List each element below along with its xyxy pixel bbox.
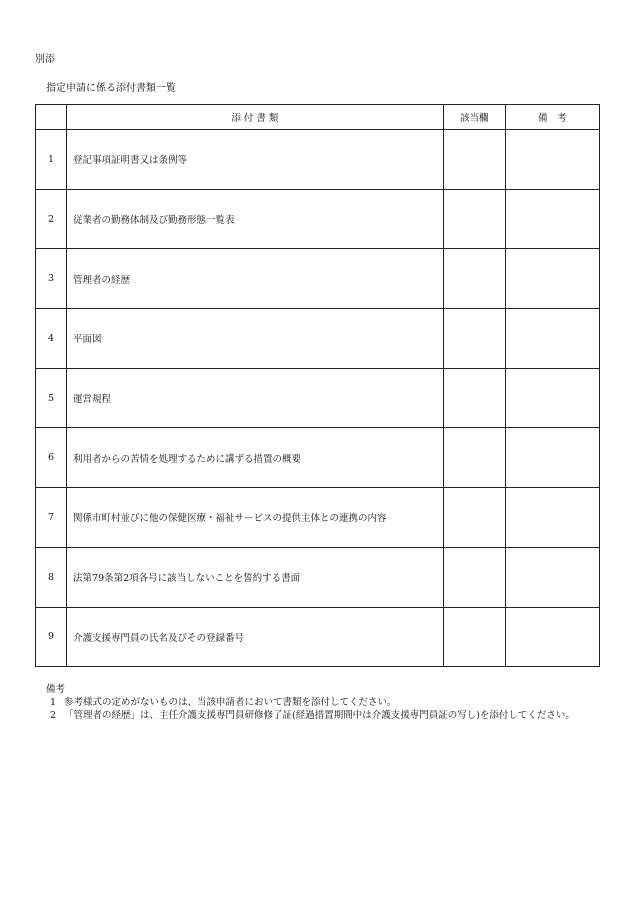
remarks-cell[interactable]: [505, 189, 599, 249]
applicable-cell[interactable]: [443, 488, 505, 548]
table-row: [36, 130, 600, 190]
applicable-cell[interactable]: [443, 428, 505, 488]
note-text: 参考様式の定めがないものは、当該申請者において書類を添付してください。: [64, 697, 397, 708]
row-number: 4: [36, 309, 67, 369]
row-document: 利用者からの苦情を処理するために講ずる措置の概要: [67, 428, 444, 488]
remarks-cell[interactable]: [505, 488, 599, 548]
applicable-cell[interactable]: [443, 309, 505, 369]
header-applicable: 該当欄: [443, 105, 505, 130]
table-row: [36, 368, 600, 428]
row-number: 8: [36, 547, 67, 607]
applicable-cell[interactable]: [443, 249, 505, 309]
remarks-cell[interactable]: [505, 607, 599, 667]
remarks-cell[interactable]: [505, 547, 599, 607]
remarks-cell[interactable]: [505, 130, 599, 190]
row-document: 運営規程: [67, 368, 444, 428]
row-number: 5: [36, 368, 67, 428]
applicable-cell[interactable]: [443, 547, 505, 607]
attachments-table: [35, 104, 600, 667]
table-row: [36, 547, 600, 607]
row-number: 3: [36, 249, 67, 309]
row-document: 登記事項証明書又は条例等: [67, 130, 444, 190]
applicable-cell[interactable]: [443, 189, 505, 249]
remarks-cell[interactable]: [505, 428, 599, 488]
table-row: [36, 488, 600, 548]
row-document: 平面図: [67, 309, 444, 369]
row-number: 7: [36, 488, 67, 548]
row-document: 従業者の勤務体制及び勤務形態一覧表: [67, 189, 444, 249]
notes-section: [42, 683, 597, 722]
applicable-cell[interactable]: [443, 368, 505, 428]
notes-heading: 備考: [46, 684, 66, 695]
table-row: [36, 309, 600, 369]
header-number: [36, 105, 67, 130]
document-title: 指定申請に係る添付書類一覧: [46, 83, 176, 94]
header-remarks: 備 考: [505, 105, 599, 130]
row-document: 法第79条第2項各号に該当しないことを誓約する書面: [67, 547, 444, 607]
applicable-cell[interactable]: [443, 130, 505, 190]
row-number: 1: [36, 130, 67, 190]
table-row: [36, 607, 600, 667]
attachment-label: 別添: [35, 54, 55, 65]
table-row: [36, 189, 600, 249]
row-document: 管理者の経歴: [67, 249, 444, 309]
table-row: [36, 428, 600, 488]
row-number: 9: [36, 607, 67, 667]
row-number: 6: [36, 428, 67, 488]
applicable-cell[interactable]: [443, 607, 505, 667]
row-document: 介護支援専門員の氏名及びその登録番号: [67, 607, 444, 667]
header-documents: 添 付 書 類: [67, 105, 444, 130]
row-document: 関係市町村並びに他の保健医療・福祉サービスの提供主体との連携の内容: [67, 488, 444, 548]
note-text: 「管理者の経歴」は、主任介護支援専門員研修修了証(経過措置期間中は介護支援専門員証の写し)を添付してください。: [64, 710, 575, 721]
table-row: [36, 249, 600, 309]
remarks-cell[interactable]: [505, 249, 599, 309]
row-number: 2: [36, 189, 67, 249]
note-item: [42, 696, 597, 709]
remarks-cell[interactable]: [505, 309, 599, 369]
remarks-cell[interactable]: [505, 368, 599, 428]
note-item: [42, 709, 597, 722]
note-number: 2: [49, 710, 57, 721]
note-number: 1: [49, 697, 57, 708]
table-header-row: [36, 105, 600, 130]
